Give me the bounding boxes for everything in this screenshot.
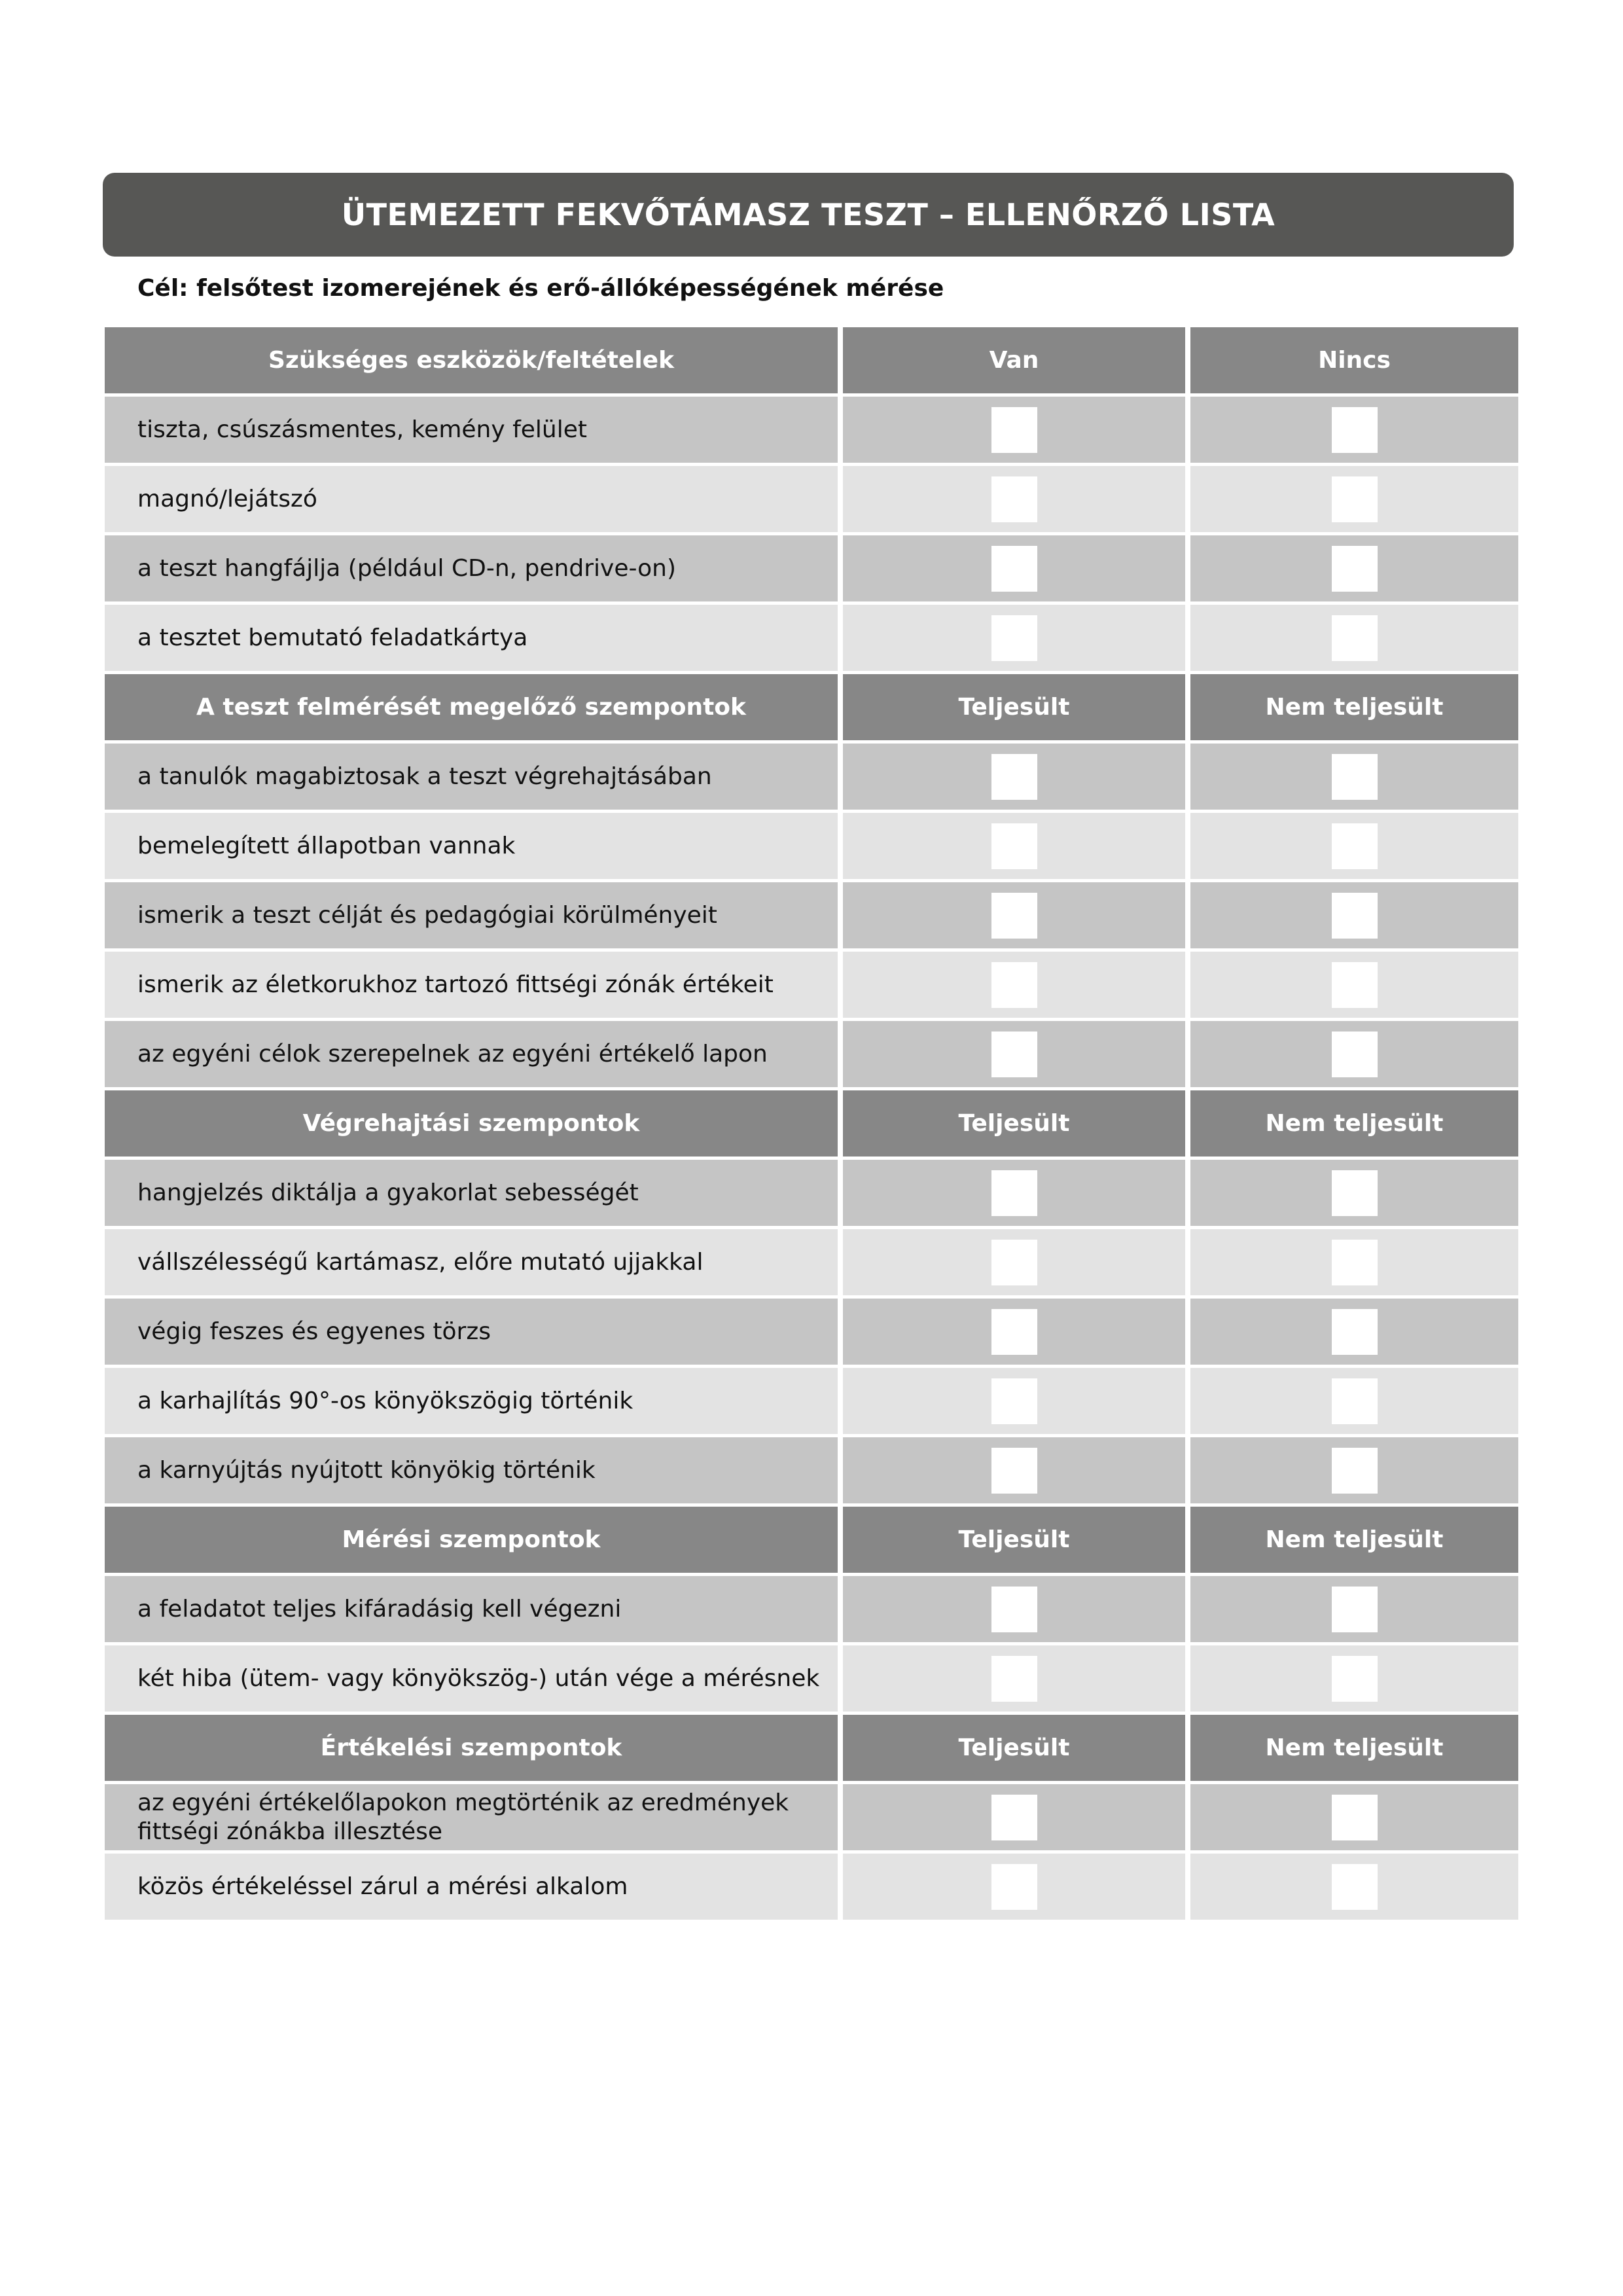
no-cell (1190, 1645, 1518, 1712)
criterion-cell (105, 1854, 838, 1920)
criterion-cell (105, 1299, 838, 1365)
checkbox-no[interactable] (1332, 1864, 1378, 1910)
title-bar (103, 173, 1514, 257)
checklist-row (105, 1299, 1518, 1365)
column-header-no: Nincs (1190, 327, 1518, 393)
checkbox-no[interactable] (1332, 1170, 1378, 1216)
criterion-cell (105, 1576, 838, 1642)
checkbox-no[interactable] (1332, 1587, 1378, 1632)
no-cell (1190, 1576, 1518, 1642)
checklist-table (105, 327, 1518, 1923)
section-header (105, 1507, 1518, 1573)
page-title: ÜTEMEZETT FEKVŐTÁMASZ TESZT – ELLENŐRZŐ LISTA (341, 197, 1275, 232)
section-header (105, 1715, 1518, 1781)
yes-cell (843, 1368, 1185, 1434)
no-cell (1190, 1784, 1518, 1850)
no-cell (1190, 535, 1518, 601)
checkbox-no[interactable] (1332, 476, 1378, 522)
section-title: Szükséges eszközök/feltételek (105, 327, 838, 393)
no-cell (1190, 1299, 1518, 1365)
criterion-text: két hiba (ütem- vagy könyökszög-) után vége a mérésnek (137, 1664, 820, 1692)
section-title: Értékelési szempontok (105, 1715, 838, 1781)
column-header-yes: Van (843, 327, 1185, 393)
checkbox-no[interactable] (1332, 1378, 1378, 1424)
criterion-text: az egyéni értékelőlapokon megtörténik az eredmények fittségi zónákba illesztése (137, 1789, 789, 1845)
criterion-text: magnó/lejátszó (137, 485, 317, 512)
checkbox-no[interactable] (1332, 1448, 1378, 1494)
section-header (105, 674, 1518, 740)
checkbox-no[interactable] (1332, 893, 1378, 939)
criterion-text: ismerik az életkorukhoz tartozó fittségi zónák értékeit (137, 971, 774, 998)
checkbox-no[interactable] (1332, 1309, 1378, 1355)
criterion-text: a karnyújtás nyújtott könyökig történik (137, 1456, 596, 1484)
checkbox-yes[interactable] (991, 1031, 1037, 1077)
checklist-row (105, 952, 1518, 1018)
no-cell (1190, 1160, 1518, 1226)
criterion-text: a tesztet bemutató feladatkártya (137, 624, 528, 651)
no-cell (1190, 744, 1518, 810)
checklist-row (105, 605, 1518, 671)
yes-cell (843, 1784, 1185, 1850)
checklist-row (105, 744, 1518, 810)
checkbox-no[interactable] (1332, 754, 1378, 800)
no-cell (1190, 466, 1518, 532)
checkbox-no[interactable] (1332, 1240, 1378, 1285)
checkbox-yes[interactable] (991, 893, 1037, 939)
criterion-text: bemelegített állapotban vannak (137, 832, 516, 859)
checkbox-yes[interactable] (991, 407, 1037, 453)
checkbox-no[interactable] (1332, 1031, 1378, 1077)
yes-cell (843, 1021, 1185, 1087)
yes-cell (843, 605, 1185, 671)
criterion-cell (105, 535, 838, 601)
section-header (105, 1090, 1518, 1157)
criterion-cell (105, 1229, 838, 1295)
yes-cell (843, 1299, 1185, 1365)
checklist-row (105, 1784, 1518, 1850)
criterion-text: ismerik a teszt célját és pedagógiai körülményeit (137, 901, 717, 929)
checkbox-no[interactable] (1332, 823, 1378, 869)
checklist-row (105, 1021, 1518, 1087)
no-cell (1190, 1854, 1518, 1920)
column-header-no: Nem teljesült (1190, 674, 1518, 740)
checkbox-yes[interactable] (991, 1864, 1037, 1910)
column-header-yes: Teljesült (843, 674, 1185, 740)
no-cell (1190, 605, 1518, 671)
yes-cell (843, 1854, 1185, 1920)
checkbox-yes[interactable] (991, 1170, 1037, 1216)
yes-cell (843, 535, 1185, 601)
yes-cell (843, 466, 1185, 532)
section-title: Végrehajtási szempontok (105, 1090, 838, 1157)
yes-cell (843, 882, 1185, 948)
checklist-row (105, 1854, 1518, 1920)
checkbox-yes[interactable] (991, 546, 1037, 592)
criterion-text: a tanulók magabiztosak a teszt végrehajtásában (137, 762, 712, 790)
yes-cell (843, 813, 1185, 879)
yes-cell (843, 1645, 1185, 1712)
checklist-row (105, 397, 1518, 463)
no-cell (1190, 952, 1518, 1018)
checkbox-yes[interactable] (991, 476, 1037, 522)
criterion-cell (105, 882, 838, 948)
criterion-cell (105, 397, 838, 463)
checklist-row (105, 1160, 1518, 1226)
criterion-cell (105, 1645, 838, 1712)
criterion-cell (105, 1784, 838, 1850)
checkbox-no[interactable] (1332, 1795, 1378, 1840)
criterion-text: a feladatot teljes kifáradásig kell végezni (137, 1595, 622, 1623)
column-header-yes: Teljesült (843, 1507, 1185, 1573)
yes-cell (843, 1437, 1185, 1503)
checkbox-no[interactable] (1332, 615, 1378, 661)
checklist-row (105, 813, 1518, 879)
checklist-row (105, 1645, 1518, 1712)
checkbox-yes[interactable] (991, 823, 1037, 869)
checkbox-no[interactable] (1332, 407, 1378, 453)
checklist-row (105, 1368, 1518, 1434)
checkbox-no[interactable] (1332, 962, 1378, 1008)
checklist-row (105, 466, 1518, 532)
no-cell (1190, 1021, 1518, 1087)
checkbox-yes[interactable] (991, 1309, 1037, 1355)
criterion-cell (105, 1368, 838, 1434)
no-cell (1190, 882, 1518, 948)
checklist-row (105, 1437, 1518, 1503)
column-header-no: Nem teljesült (1190, 1715, 1518, 1781)
checkbox-yes[interactable] (991, 1587, 1037, 1632)
criterion-cell (105, 813, 838, 879)
column-header-yes: Teljesült (843, 1715, 1185, 1781)
criterion-text: a karhajlítás 90°-os könyökszögig történik (137, 1387, 633, 1414)
checkbox-no[interactable] (1332, 546, 1378, 592)
no-cell (1190, 397, 1518, 463)
checkbox-yes[interactable] (991, 1378, 1037, 1424)
section-header (105, 327, 1518, 393)
no-cell (1190, 1437, 1518, 1503)
yes-cell (843, 1229, 1185, 1295)
criterion-cell (105, 744, 838, 810)
criterion-text: az egyéni célok szerepelnek az egyéni értékelő lapon (137, 1040, 768, 1067)
no-cell (1190, 1229, 1518, 1295)
section-title: Mérési szempontok (105, 1507, 838, 1573)
criterion-text: hangjelzés diktálja a gyakorlat sebességét (137, 1179, 639, 1206)
checkbox-yes[interactable] (991, 615, 1037, 661)
no-cell (1190, 1368, 1518, 1434)
yes-cell (843, 397, 1185, 463)
checklist-row (105, 1576, 1518, 1642)
criterion-cell (105, 952, 838, 1018)
checkbox-yes[interactable] (991, 754, 1037, 800)
yes-cell (843, 1576, 1185, 1642)
criterion-text: végig feszes és egyenes törzs (137, 1318, 491, 1345)
checkbox-yes[interactable] (991, 1240, 1037, 1285)
checklist-row (105, 535, 1518, 601)
criterion-text: közös értékeléssel zárul a mérési alkalom (137, 1873, 628, 1900)
criterion-cell (105, 466, 838, 532)
criterion-cell (105, 1160, 838, 1226)
checklist-row (105, 1229, 1518, 1295)
checkbox-no[interactable] (1332, 1656, 1378, 1702)
goal-text: Cél: felsőtest izomerejének és erő-állóképességének mérése (137, 275, 944, 302)
yes-cell (843, 952, 1185, 1018)
column-header-no: Nem teljesült (1190, 1507, 1518, 1573)
checkbox-yes[interactable] (991, 962, 1037, 1008)
no-cell (1190, 813, 1518, 879)
criterion-cell (105, 1021, 838, 1087)
checkbox-yes[interactable] (991, 1656, 1037, 1702)
criterion-text: vállszélességű kartámasz, előre mutató ujjakkal (137, 1248, 704, 1276)
column-header-yes: Teljesült (843, 1090, 1185, 1157)
column-header-no: Nem teljesült (1190, 1090, 1518, 1157)
checkbox-yes[interactable] (991, 1448, 1037, 1494)
checklist-row (105, 882, 1518, 948)
criterion-cell (105, 1437, 838, 1503)
criterion-text: tiszta, csúszásmentes, kemény felület (137, 416, 588, 443)
checkbox-yes[interactable] (991, 1795, 1037, 1840)
section-title: A teszt felmérését megelőző szempontok (105, 674, 838, 740)
yes-cell (843, 744, 1185, 810)
criterion-cell (105, 605, 838, 671)
criterion-text: a teszt hangfájlja (például CD-n, pendrive-on) (137, 554, 677, 582)
yes-cell (843, 1160, 1185, 1226)
